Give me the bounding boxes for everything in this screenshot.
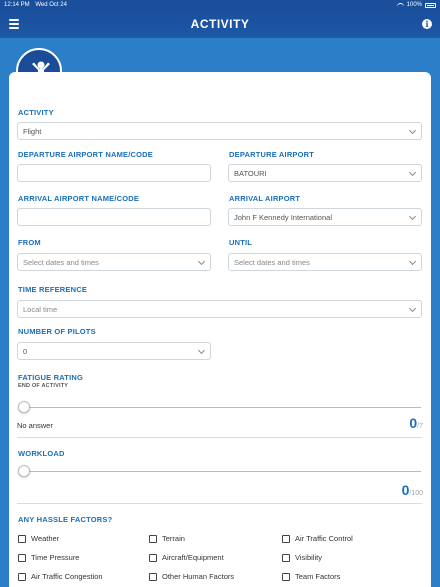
hassle-option-label: Terrain (162, 534, 185, 543)
num-pilots-value: 0 (23, 346, 28, 356)
arrival-airport-label: ARRIVAL AIRPORT (229, 194, 301, 203)
chevron-down-icon (198, 258, 205, 265)
hassle-checkbox[interactable] (282, 554, 290, 562)
activity-label: ACTIVITY (18, 108, 54, 117)
activity-select[interactable] (17, 122, 422, 140)
hassle-option[interactable] (18, 572, 103, 581)
activity-card (9, 72, 431, 587)
departure-airport-select[interactable] (228, 164, 422, 182)
status-right (397, 2, 436, 8)
chevron-down-icon (409, 127, 416, 134)
num-pilots-select[interactable] (17, 342, 211, 360)
departure-code-input[interactable] (17, 164, 211, 182)
workload-label: WORKLOAD (18, 449, 65, 458)
time-reference-label: TIME REFERENCE (18, 285, 88, 294)
hassle-option-label: Time Pressure (31, 553, 80, 562)
departure-airport-label: DEPARTURE AIRPORT (229, 150, 315, 159)
workload-score (402, 482, 423, 498)
divider (17, 503, 422, 504)
departure-code-label: DEPARTURE AIRPORT NAME/CODE (18, 150, 153, 159)
menu-icon[interactable] (9, 19, 19, 28)
fatigue-slider-track (23, 407, 421, 408)
hassle-option[interactable] (282, 572, 340, 581)
fatigue-label: FATIGUE RATING (18, 373, 84, 382)
chevron-down-icon (409, 169, 416, 176)
num-pilots-label: NUMBER OF PILOTS (18, 327, 96, 336)
arrival-airport-select[interactable] (228, 208, 422, 226)
hassle-checkbox[interactable] (149, 535, 157, 543)
hassle-label: ANY HASSLE FACTORS? (18, 515, 113, 524)
hassle-option-label: Air Traffic Congestion (31, 572, 103, 581)
fatigue-sublabel: END OF ACTIVITY (18, 383, 69, 389)
chevron-down-icon (198, 347, 205, 354)
hassle-checkbox[interactable] (282, 573, 290, 581)
hassle-option[interactable] (18, 534, 59, 543)
from-select[interactable] (17, 253, 211, 271)
departure-airport-value: BATOURI (234, 168, 267, 178)
chevron-down-icon (409, 305, 416, 312)
hassle-option-label: Air Traffic Control (295, 534, 353, 543)
until-label: UNTIL (229, 238, 253, 247)
time-reference-value: Local time (23, 304, 58, 314)
hassle-option-label: Other Human Factors (162, 572, 235, 581)
battery-percent: 100% (406, 2, 422, 8)
status-bar (0, 0, 440, 10)
hassle-checkbox[interactable] (149, 573, 157, 581)
hassle-checkbox[interactable] (18, 554, 26, 562)
hassle-option[interactable] (282, 534, 353, 543)
status-left (4, 2, 71, 8)
arrival-airport-value: John F Kennedy International (234, 212, 332, 222)
hassle-option[interactable] (149, 553, 224, 562)
hassle-checkbox[interactable] (149, 554, 157, 562)
arrival-code-label: ARRIVAL AIRPORT NAME/CODE (18, 194, 140, 203)
status-date: Wed Oct 24 (35, 2, 67, 8)
fatigue-slider-thumb[interactable] (18, 401, 30, 413)
workload-slider-thumb[interactable] (18, 465, 30, 477)
arrival-code-input[interactable] (17, 208, 211, 226)
page-title: ACTIVITY (190, 17, 250, 31)
fatigue-score-max: /7 (417, 423, 423, 430)
nav-bar (0, 10, 440, 38)
hassle-checkbox[interactable] (282, 535, 290, 543)
from-placeholder: Select dates and times (23, 257, 99, 267)
hassle-option-label: Aircraft/Equipment (162, 553, 224, 562)
fatigue-answer: No answer (17, 421, 53, 430)
battery-icon (425, 3, 436, 8)
hassle-option-label: Visibility (295, 553, 322, 562)
hassle-option[interactable] (149, 572, 234, 581)
status-time: 12:14 PM (4, 2, 30, 8)
workload-slider-track (23, 471, 421, 472)
chevron-down-icon (409, 258, 416, 265)
hassle-option[interactable] (282, 553, 322, 562)
hassle-checkbox[interactable] (18, 573, 26, 581)
workload-score-value: 0 (401, 482, 410, 498)
wifi-icon (397, 3, 404, 8)
until-placeholder: Select dates and times (234, 257, 310, 267)
until-select[interactable] (228, 253, 422, 271)
activity-value: Flight (23, 126, 42, 136)
workload-score-max: /100 (409, 490, 423, 497)
hassle-checkbox[interactable] (18, 535, 26, 543)
hassle-option[interactable] (18, 553, 79, 562)
divider (17, 437, 422, 438)
hassle-option[interactable] (149, 534, 185, 543)
hassle-option-label: Team Factors (295, 572, 341, 581)
fatigue-score-value: 0 (409, 415, 418, 431)
fatigue-score (409, 415, 423, 431)
time-reference-select[interactable] (17, 300, 422, 318)
chevron-down-icon (409, 213, 416, 220)
info-icon[interactable]: i (422, 19, 432, 29)
from-label: FROM (18, 238, 41, 247)
hassle-option-label: Weather (31, 534, 60, 543)
